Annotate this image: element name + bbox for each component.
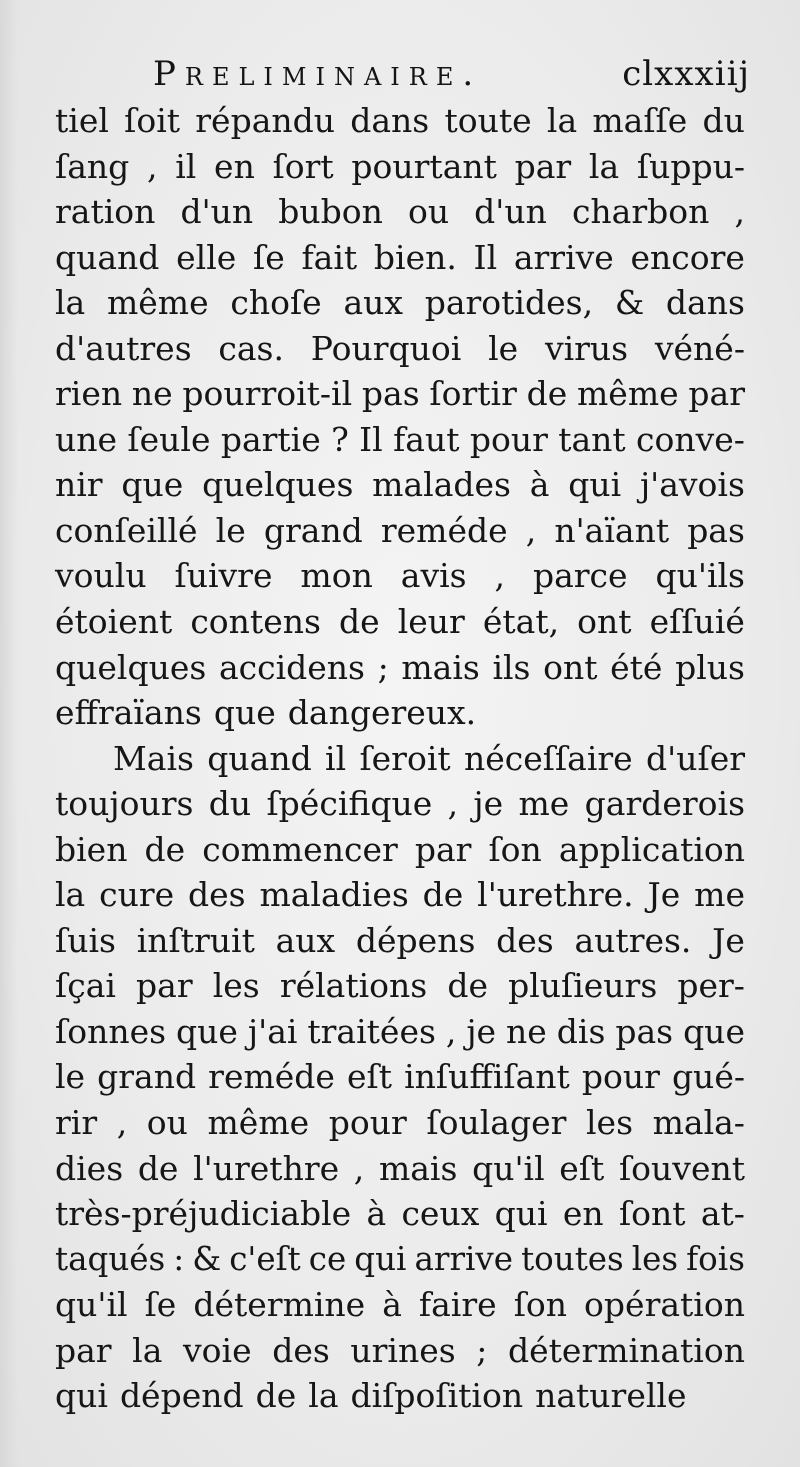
word: le <box>55 1057 86 1097</box>
word: la <box>546 101 578 140</box>
word: très-préjudiciable <box>55 1194 352 1234</box>
word: mais <box>401 647 480 687</box>
text-line <box>55 827 745 873</box>
word: fois <box>686 1239 745 1278</box>
word: que <box>176 1011 238 1051</box>
word: , <box>147 146 158 186</box>
word: & <box>192 1239 222 1278</box>
word: ſort <box>272 146 334 186</box>
word: ſont <box>618 1194 686 1234</box>
word: d'un <box>474 192 547 232</box>
word: même <box>577 374 679 414</box>
word: ne <box>506 1011 547 1051</box>
word: pluſieurs <box>508 966 658 1006</box>
word: l'urethre. <box>477 875 634 915</box>
word: inſtruit <box>136 920 255 960</box>
word: ſuppu- <box>636 146 745 186</box>
word: Pourquoi <box>310 328 462 368</box>
word: , <box>353 1148 365 1188</box>
page-header <box>55 50 750 98</box>
word: traitées <box>307 1011 436 1051</box>
word: effraïans <box>55 693 202 733</box>
word: aux <box>275 920 336 960</box>
word: une <box>55 419 118 459</box>
word: véné- <box>654 328 745 368</box>
word: ſon <box>513 1285 568 1325</box>
word: , <box>494 556 506 596</box>
word: d'uſer <box>646 738 745 778</box>
word: détermination <box>508 1330 745 1370</box>
word: eſt <box>559 1148 605 1188</box>
word: ſouvent <box>618 1148 745 1188</box>
word: pourroit-il <box>182 374 353 414</box>
word: j'ai <box>247 1011 298 1051</box>
word: virus <box>544 328 629 368</box>
page-number: clxxxiij <box>622 54 750 94</box>
text-line <box>55 736 745 782</box>
word: la <box>132 1330 163 1370</box>
word: pas <box>687 510 745 550</box>
word: le <box>488 328 519 368</box>
word: pas <box>615 1011 674 1051</box>
word: bien. <box>373 237 457 277</box>
word: ce <box>308 1239 347 1278</box>
word: du <box>702 101 745 140</box>
text-line <box>55 553 745 599</box>
word: par <box>414 829 472 869</box>
text-line <box>55 918 745 964</box>
word: voulu <box>55 556 147 596</box>
word: pour <box>581 1057 660 1097</box>
word: à <box>382 1285 402 1325</box>
word: naturelle <box>535 1376 687 1416</box>
word: je <box>473 784 504 824</box>
word: de <box>338 602 380 642</box>
word: ils <box>492 647 531 687</box>
word: taqués <box>55 1239 166 1278</box>
word: arrive <box>414 1239 514 1278</box>
word: gué- <box>671 1057 745 1097</box>
word: ſçai <box>55 966 116 1006</box>
word: ; <box>377 647 389 687</box>
word: leur <box>397 602 465 642</box>
word: ſpécifique <box>266 784 433 824</box>
word: , <box>116 1103 128 1143</box>
word: me <box>518 784 570 824</box>
word: grand <box>97 1057 197 1097</box>
word: qui <box>494 1194 548 1234</box>
word: plus <box>675 647 745 687</box>
text-line <box>55 599 745 645</box>
text-line <box>55 1009 745 1055</box>
word: le <box>215 510 246 550</box>
word: voie <box>183 1330 252 1370</box>
text-line <box>55 98 745 144</box>
word: elle <box>176 237 237 277</box>
word: tiel <box>55 101 109 140</box>
text-line <box>55 417 745 463</box>
word: nir <box>55 465 103 505</box>
word: l'urethre <box>193 1148 340 1188</box>
word: dans <box>665 283 745 323</box>
text-line <box>55 963 745 1009</box>
word: garderois <box>584 784 745 824</box>
text-line <box>55 280 745 326</box>
word: des <box>272 1330 330 1370</box>
word: quelques <box>55 647 207 687</box>
word: encore <box>630 237 745 277</box>
word: parotides, <box>424 283 594 323</box>
word: Mais <box>113 738 194 778</box>
word: la <box>588 146 620 186</box>
word: faire <box>418 1285 497 1325</box>
word: partie <box>220 419 321 459</box>
word: eſſuié <box>649 602 745 642</box>
word: la <box>55 875 86 915</box>
word: il <box>175 146 197 186</box>
word: maladies <box>259 875 409 915</box>
word: mais <box>378 1148 458 1188</box>
word: ſoulager <box>426 1103 567 1143</box>
word: la <box>55 283 86 323</box>
word: de <box>137 1148 179 1188</box>
word: ou <box>146 1103 188 1143</box>
word: c'eſt <box>229 1239 301 1278</box>
word: : <box>173 1239 185 1278</box>
text-line <box>55 326 745 372</box>
word: mala- <box>652 1103 745 1143</box>
text-line <box>55 1237 745 1283</box>
word: conve- <box>636 419 745 459</box>
word: urines <box>350 1330 456 1370</box>
word: inſuffiſant <box>404 1057 570 1097</box>
body-text <box>55 98 745 1419</box>
word: quand <box>207 738 312 778</box>
word: en <box>214 146 255 186</box>
word: des <box>188 875 246 915</box>
word: rir <box>55 1103 98 1143</box>
word: pourtant <box>351 146 497 186</box>
word: toujours <box>55 784 194 824</box>
text-line <box>55 1282 745 1328</box>
word: qui <box>55 1376 108 1416</box>
word: que <box>683 1011 745 1051</box>
word: qu'ils <box>655 556 745 596</box>
word: faut <box>393 419 460 459</box>
word: avis <box>400 556 467 596</box>
word: détermine <box>193 1285 366 1325</box>
word: Il <box>359 419 383 459</box>
word: de <box>447 966 488 1006</box>
word: choſe <box>230 283 322 323</box>
word: parce <box>532 556 628 596</box>
word: pour <box>469 419 548 459</box>
word: ceux <box>401 1194 480 1234</box>
word: ; <box>476 1330 488 1370</box>
word: accidens <box>218 647 365 687</box>
word: me <box>694 875 745 915</box>
text-line <box>55 1054 745 1100</box>
word: ſang <box>55 146 130 186</box>
word: état, <box>482 602 560 642</box>
text-line <box>55 189 745 235</box>
word: fait <box>301 237 358 277</box>
word: ſoit <box>124 101 181 140</box>
word: de <box>255 1376 297 1416</box>
word: par <box>136 966 193 1006</box>
word: étoient <box>55 602 173 642</box>
word: reméde <box>208 1057 335 1097</box>
word: par <box>514 146 572 186</box>
word: charbon <box>571 192 710 232</box>
word: application <box>558 829 745 869</box>
word: ſuivre <box>174 556 273 596</box>
word: les <box>631 1239 679 1278</box>
word: à <box>366 1194 387 1234</box>
word: d'un <box>180 192 254 232</box>
word: qui <box>354 1239 407 1278</box>
word: Il <box>473 237 498 277</box>
word: même <box>106 283 209 323</box>
word: même <box>207 1103 310 1143</box>
word: , <box>525 510 537 550</box>
word: & <box>614 283 645 323</box>
word: ? <box>331 419 349 459</box>
word: la <box>308 1376 339 1416</box>
text-line <box>55 645 745 691</box>
word: néceſſaire <box>463 738 633 778</box>
word: dépens <box>355 920 476 960</box>
word: , <box>734 192 745 232</box>
word: cas. <box>218 328 284 368</box>
word: commencer <box>202 829 398 869</box>
text-line <box>55 1328 745 1374</box>
word: par <box>55 1330 112 1370</box>
text-line <box>55 462 745 508</box>
word: qui <box>568 465 622 505</box>
word: que <box>213 693 276 733</box>
word: bien <box>55 829 128 869</box>
word: rélations <box>279 966 428 1006</box>
word: cure <box>99 875 175 915</box>
word: ſuis <box>55 920 116 960</box>
text-line <box>55 508 745 554</box>
word: rien <box>55 374 123 414</box>
word: d'autres <box>55 328 192 368</box>
word: de <box>422 875 464 915</box>
word: dies <box>55 1148 124 1188</box>
word: arrive <box>513 237 614 277</box>
word: eſt <box>347 1057 393 1097</box>
word: pour <box>328 1103 407 1143</box>
word: pas <box>361 374 420 414</box>
word: de <box>144 829 186 869</box>
word: ont <box>543 647 598 687</box>
word: qu'il <box>55 1285 128 1325</box>
word: ſon <box>488 829 542 869</box>
word: ſortir <box>429 374 517 414</box>
word: été <box>610 647 663 687</box>
word: opération <box>584 1285 745 1325</box>
spine-shadow <box>0 0 18 1467</box>
text-line <box>55 235 745 281</box>
word: les <box>585 1103 634 1143</box>
word: ſonnes <box>55 1011 167 1051</box>
word: contens <box>190 602 321 642</box>
word: , <box>445 1011 457 1051</box>
word: autres. <box>574 920 692 960</box>
word: il <box>325 738 347 778</box>
word: ſeule <box>127 419 211 459</box>
text-line <box>55 690 745 736</box>
text-line <box>55 1191 745 1237</box>
word: ont <box>577 602 632 642</box>
word: Je <box>647 875 681 915</box>
word: ration <box>55 192 156 232</box>
word: que <box>121 465 184 505</box>
word: ſe <box>144 1285 177 1325</box>
word: des <box>496 920 554 960</box>
word: à <box>529 465 550 505</box>
word: dépend <box>119 1376 244 1416</box>
word: par <box>688 374 745 414</box>
word: ſe <box>253 237 285 277</box>
word: de <box>526 374 568 414</box>
word: dans <box>350 101 430 140</box>
text-line <box>55 1373 745 1419</box>
word: maſſe <box>592 101 688 140</box>
word: répandu <box>195 101 336 140</box>
word: per- <box>677 966 745 1006</box>
word: bubon <box>278 192 383 232</box>
word: du <box>208 784 252 824</box>
word: mon <box>300 556 373 596</box>
word: dangereux. <box>287 693 477 733</box>
word: ſeroit <box>359 738 451 778</box>
word: quand <box>55 237 160 277</box>
text-line <box>55 872 745 918</box>
word: tant <box>558 419 626 459</box>
word: malades <box>372 465 511 505</box>
word: toute <box>444 101 532 140</box>
word: dis <box>556 1011 606 1051</box>
word: quelques <box>202 465 354 505</box>
word: en <box>562 1194 604 1234</box>
word: les <box>212 966 260 1006</box>
text-line <box>55 144 745 190</box>
word: toutes <box>521 1239 624 1278</box>
word: , <box>447 784 459 824</box>
word: at- <box>700 1194 745 1234</box>
word: je <box>466 1011 497 1051</box>
text-line <box>55 781 745 827</box>
text-line <box>55 371 745 417</box>
word: ne <box>131 374 173 414</box>
running-title: Preliminaire. <box>153 54 483 94</box>
word: aux <box>343 283 403 323</box>
word: n'aïant <box>554 510 670 550</box>
word: reméde <box>380 510 508 550</box>
word: qu'il <box>472 1148 545 1188</box>
word: conſeillé <box>55 510 198 550</box>
word: ou <box>407 192 450 232</box>
text-line <box>55 1146 745 1192</box>
word: diſpoſition <box>350 1376 524 1416</box>
word: j'avois <box>639 465 745 505</box>
word: grand <box>263 510 363 550</box>
text-line <box>55 1100 745 1146</box>
word: Je <box>712 920 745 960</box>
